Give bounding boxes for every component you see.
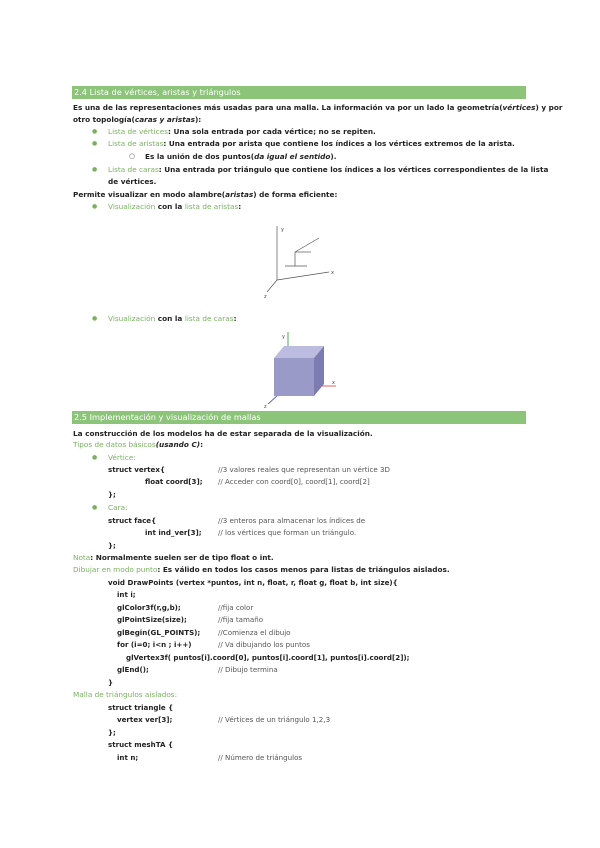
term: lista de aristas xyxy=(184,202,239,211)
code-comment: //3 enteros para almacenar los índices de xyxy=(218,516,366,525)
text: Permite visualizar en modo alambre( xyxy=(73,190,226,199)
code-comment: //Comienza el dibujo xyxy=(218,628,291,637)
wireframe-figure xyxy=(255,222,355,300)
text: Es una de las representaciones más usadas para una malla. La información va por un lado la geometría( xyxy=(73,103,503,112)
text: : xyxy=(233,314,237,323)
text-italic: da igual el sentido xyxy=(254,152,331,161)
code-comment: // los vértices que forman un triángulo. xyxy=(218,528,357,537)
term: Visualización xyxy=(108,314,156,323)
definition: : Una entrada por arista que contiene los índices a los vértices extremos de la arista. xyxy=(163,139,515,148)
list-item-aristas xyxy=(108,139,515,149)
text: otro topología( xyxy=(73,115,135,124)
paragraph-intro xyxy=(73,103,562,113)
code-line: struct vertex{ xyxy=(108,465,165,474)
term: Lista de vértices xyxy=(108,127,168,136)
code-comment: // Número de triángulos xyxy=(218,753,303,762)
list-item-vertices xyxy=(108,127,376,137)
code-line: struct triangle { xyxy=(108,703,174,712)
code-comment: //3 valores reales que representan un vértice 3D xyxy=(218,465,391,474)
bullet-icon: ● xyxy=(92,315,98,322)
code-line: int n; xyxy=(117,753,139,762)
term: Nota xyxy=(73,553,91,562)
note xyxy=(73,553,274,563)
code-line: struct face{ xyxy=(108,516,157,525)
code-line: int ind_ver[3]; xyxy=(145,528,202,537)
bullet-icon: ● xyxy=(92,203,98,210)
text: ) y por xyxy=(535,103,563,112)
z-axis-line xyxy=(267,280,277,292)
text: Es la unión de dos puntos( xyxy=(145,152,255,161)
text-italic: (usando C) xyxy=(155,440,201,449)
list-item-caras-cont: de vértices. xyxy=(108,177,157,186)
text: ). xyxy=(330,152,337,161)
cara-label: Cara: xyxy=(108,503,128,512)
text-italic: aristas xyxy=(225,190,254,199)
list-item-caras xyxy=(108,165,548,175)
code-line: glVertex3f( puntos[i].coord[0], puntos[i].coord[1], puntos[i].coord[2]); xyxy=(126,653,410,662)
cube-front-face xyxy=(274,358,314,396)
term: Tipos de datos básicos xyxy=(73,440,156,449)
wire-edge xyxy=(295,238,319,252)
text-italic: caras y aristas xyxy=(134,115,195,124)
code-line: struct meshTA { xyxy=(108,740,174,749)
axis-label-y: y xyxy=(282,334,285,340)
code-comment: // Dibujo termina xyxy=(218,665,278,674)
vertice-label: Vértice: xyxy=(108,453,136,462)
code-line: for (i=0; i<n ; i++) xyxy=(117,640,192,649)
code-line: } xyxy=(108,678,114,687)
x-axis-line xyxy=(277,272,329,280)
code-comment: // Vértices de un triángulo 1,2,3 xyxy=(218,715,331,724)
code-line: }; xyxy=(108,541,116,550)
section-heading-2-4: 2.4 Lista de vértices, aristas y triángulos xyxy=(72,86,526,99)
code-comment: // Va dibujando los puntos xyxy=(218,640,310,649)
paragraph-separation: La construcción de los modelos ha de estar separada de la visualización. xyxy=(73,429,373,438)
code-line: int i; xyxy=(117,590,136,599)
code-line: float coord[3]; xyxy=(145,477,203,486)
sub-bullet-icon: ○ xyxy=(129,152,136,160)
list-item-vis-caras xyxy=(108,314,236,324)
axis-label-x: x xyxy=(332,380,335,386)
section-heading-2-5: 2.5 Implementación y visualización de mallas xyxy=(72,411,526,424)
text: ): xyxy=(194,115,202,124)
code-line: void DrawPoints (vertex *puntos, int n, float, r, float g, float b, int size){ xyxy=(108,578,398,587)
code-line: glEnd(); xyxy=(117,665,149,674)
cube-figure xyxy=(258,328,350,410)
bullet-icon: ● xyxy=(92,166,98,173)
code-comment: // Acceder con coord[0], coord[1], coord[2] xyxy=(218,477,370,486)
bullet-icon: ● xyxy=(92,128,98,135)
term: lista de caras xyxy=(184,314,234,323)
term: Lista de caras xyxy=(108,165,159,174)
code-comment: //fija color xyxy=(218,603,254,612)
text: con la xyxy=(155,314,185,323)
axis-label-z: z xyxy=(264,294,267,300)
tipos-heading xyxy=(73,440,203,450)
axis-label-z: z xyxy=(264,404,267,410)
code-comment: //fija tamaño xyxy=(218,615,264,624)
bullet-icon: ● xyxy=(92,140,98,147)
sub-list-item xyxy=(145,152,337,162)
text: : xyxy=(238,202,242,211)
text: : Normalmente suelen ser de tipo float o int. xyxy=(90,553,274,562)
code-line: glPointSize(size); xyxy=(117,615,187,624)
code-line: glBegin(GL_POINTS); xyxy=(117,628,201,637)
term: Lista de aristas xyxy=(108,139,164,148)
draw-points-heading xyxy=(73,565,450,575)
code-line: }; xyxy=(108,490,116,499)
text: ) de forma eficiente: xyxy=(253,190,338,199)
definition: : Una entrada por triángulo que contiene los índices a los vértices correspondientes de la lista xyxy=(158,165,549,174)
text: con la xyxy=(155,202,185,211)
code-line: }; xyxy=(108,728,116,737)
text: : Es válido en todos los casos menos para listas de triángulos aislados. xyxy=(157,565,450,574)
definition: : Una sola entrada por cada vértice; no se repiten. xyxy=(168,127,376,136)
paragraph-wireframe xyxy=(73,190,337,200)
text-italic: vértices xyxy=(502,103,536,112)
axis-label-y: y xyxy=(281,227,284,233)
code-line: glColor3f(r,g,b); xyxy=(117,603,181,612)
malla-heading: Malla de triángulos aislados: xyxy=(73,690,178,699)
axis-label-x: x xyxy=(331,270,334,276)
term: Visualización xyxy=(108,202,156,211)
bullet-icon: ● xyxy=(92,504,98,511)
code-line: vertex ver[3]; xyxy=(117,715,173,724)
bullet-icon: ● xyxy=(92,454,98,461)
list-item-vis-aristas xyxy=(108,202,241,212)
paragraph-intro-cont xyxy=(73,115,201,125)
term: Dibujar en modo punto xyxy=(73,565,158,574)
text: : xyxy=(200,440,204,449)
